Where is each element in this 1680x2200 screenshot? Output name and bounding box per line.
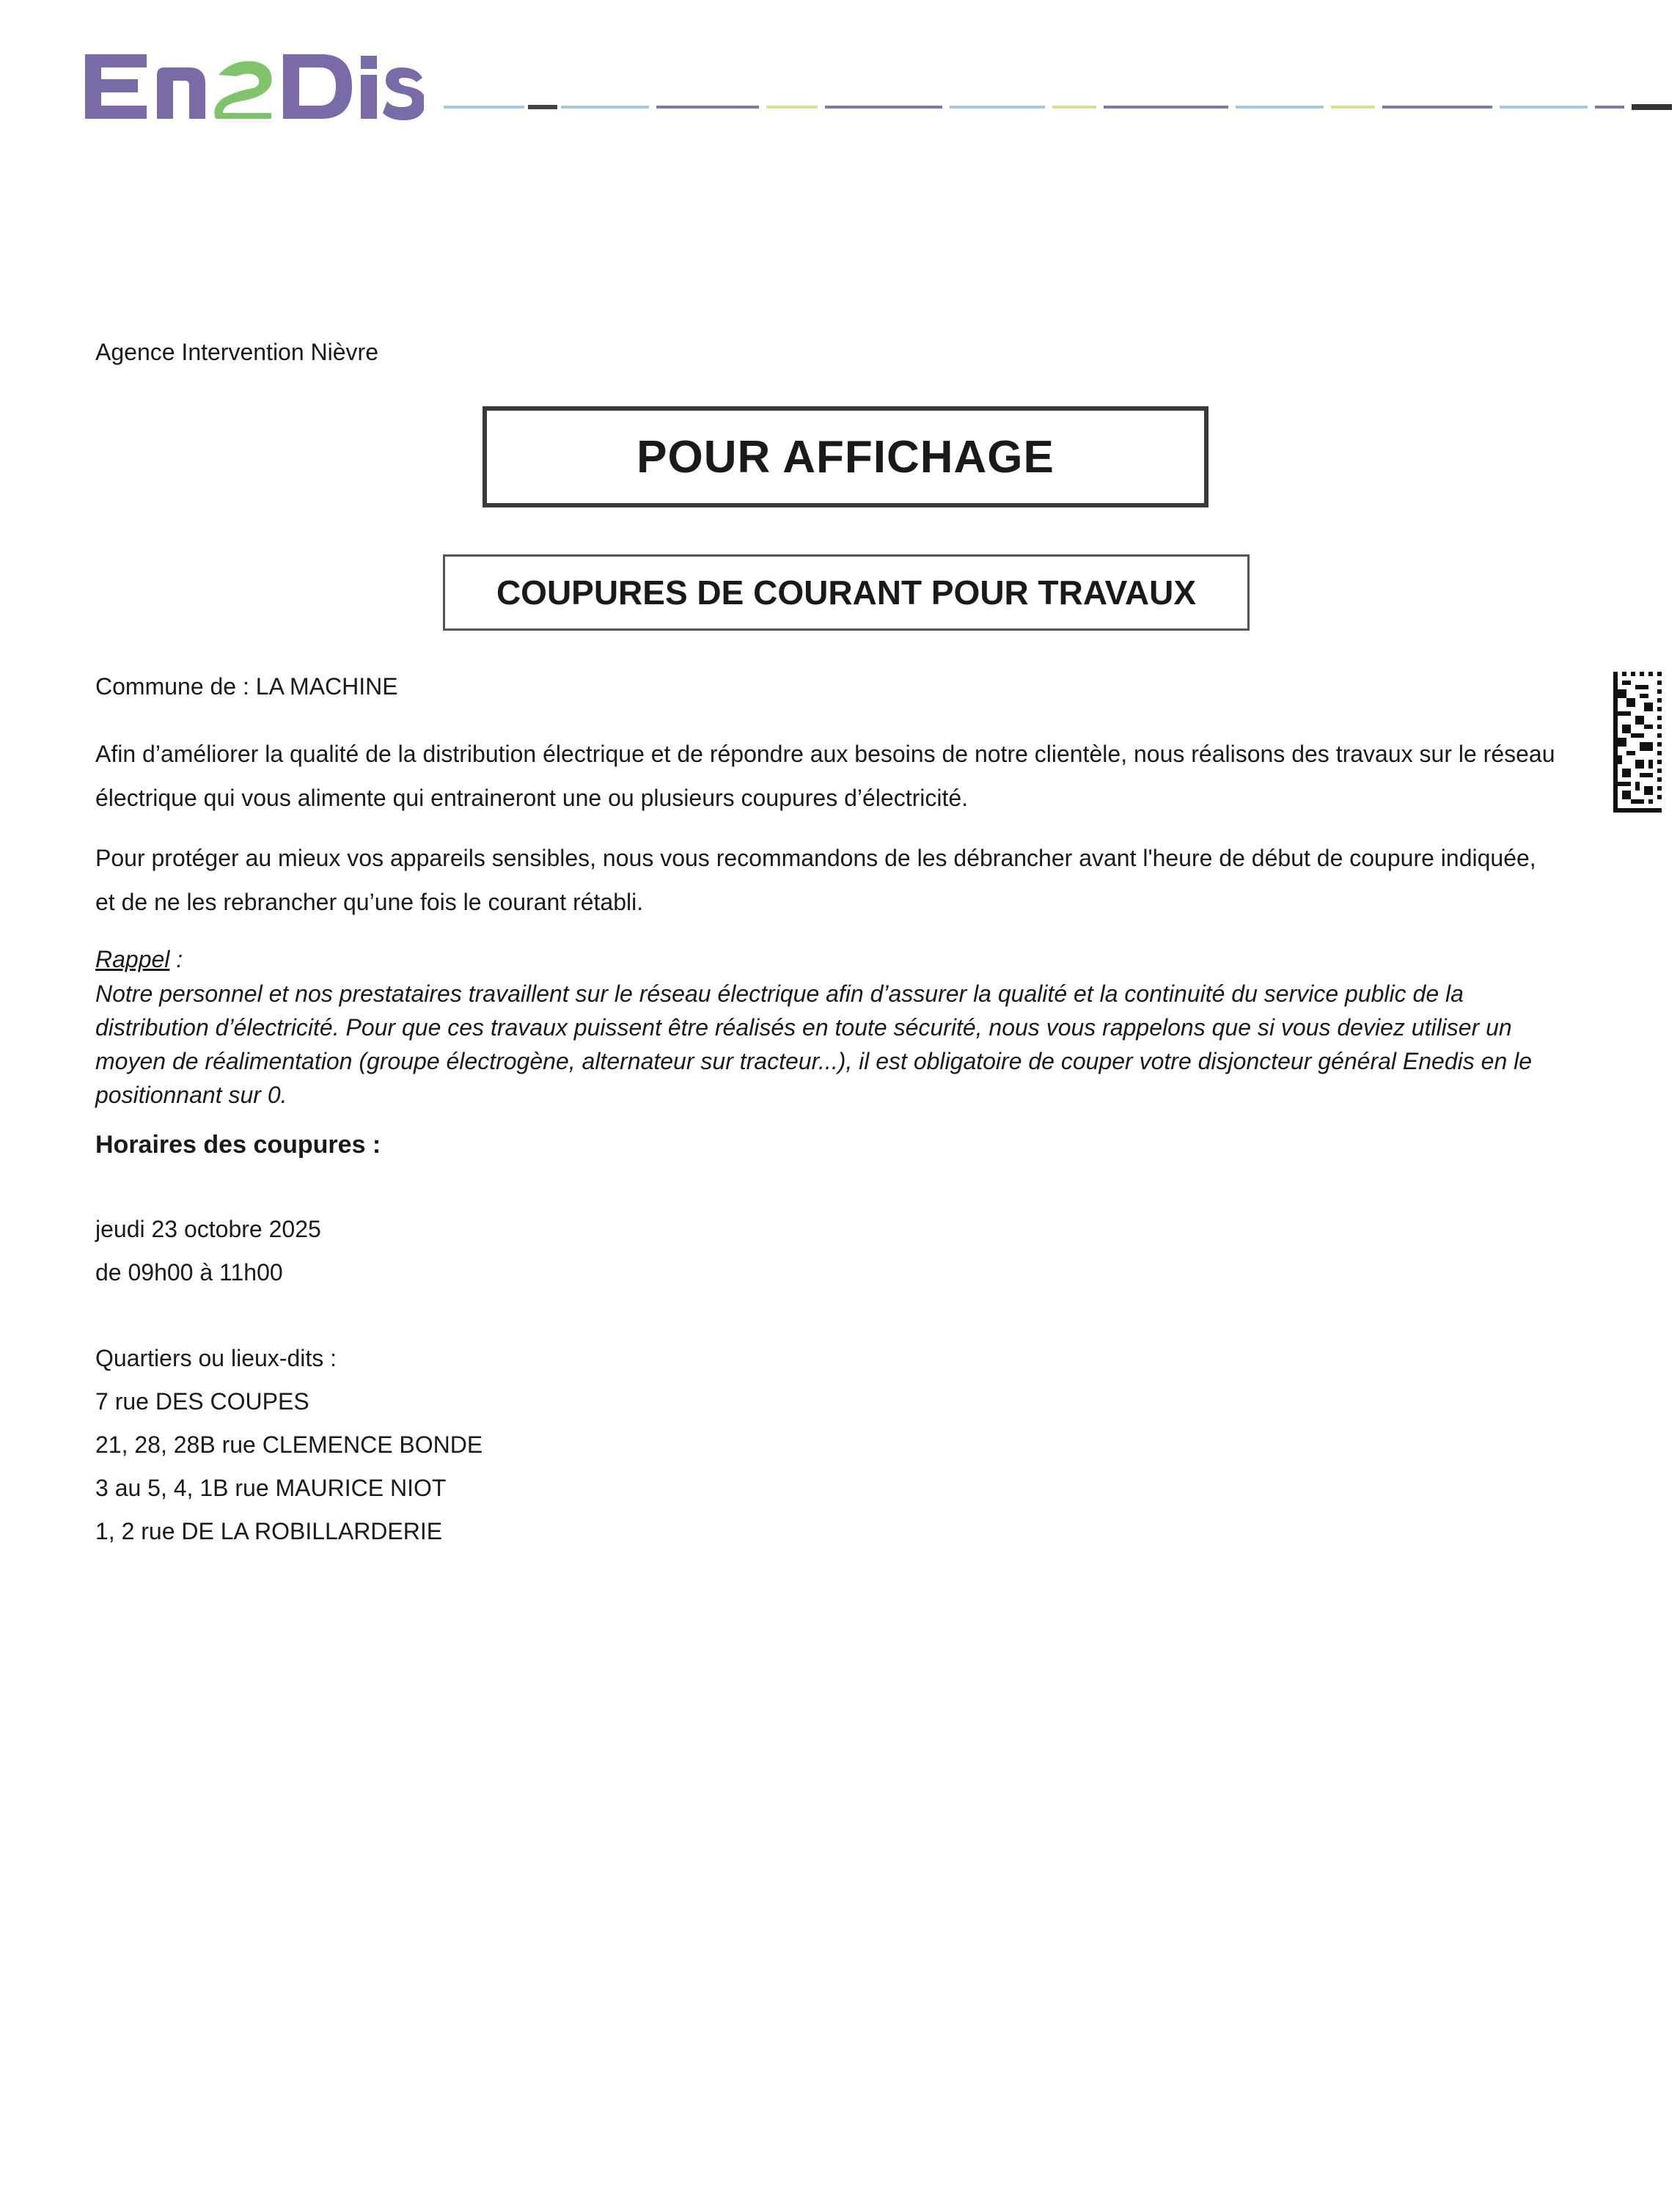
rappel-label-text: Rappel xyxy=(95,946,170,972)
schedule-title: Horaires des coupures : xyxy=(95,1131,381,1159)
area-item: 7 rue DES COUPES xyxy=(95,1388,309,1415)
subtitle-title: COUPURES DE COURANT POUR TRAVAUX xyxy=(496,573,1197,612)
schedule-date: jeudi 23 octobre 2025 xyxy=(95,1216,321,1242)
header-divider-line xyxy=(444,103,1676,111)
commune-line: Commune de : LA MACHINE xyxy=(95,673,398,700)
intro-paragraph: Afin d’améliorer la qualité de la distribution électrique et de répondre aux besoins de notre clientèle, nous réalisons des travaux sur le réseau électrique qui vous alimente qui entraineront une ou plusieurs coupures d’électricité. xyxy=(95,741,1555,811)
display-notice-box xyxy=(483,406,1208,507)
enedis-logo xyxy=(79,45,424,126)
agency-name: Agence Intervention Nièvre xyxy=(95,339,378,365)
areas-title: Quartiers ou lieux-dits : xyxy=(95,1345,337,1371)
rappel-text: Notre personnel et nos prestataires travaillent sur le réseau électrique afin d’assurer la qualité et la continuité du service public de la distribution d’électricité. Pour que ces travaux puissent être réalisés en toute sécurité, nous vous rappelons que si vous deviez utiliser un moyen de réalimentation (groupe électrogène, alternateur sur tracteur...), il est obligatoire de couper votre disjoncteur général Enedis en le positionnant sur 0. xyxy=(95,980,1533,1108)
schedule-time: de 09h00 à 11h00 xyxy=(95,1259,283,1286)
subtitle-box xyxy=(443,554,1250,631)
area-item: 1, 2 rue DE LA ROBILLARDERIE xyxy=(95,1518,443,1544)
rappel-label xyxy=(95,946,183,973)
rappel-label-colon: : xyxy=(169,946,183,972)
area-item: 21, 28, 28B rue CLEMENCE BONDE xyxy=(95,1431,483,1458)
display-notice-title: POUR AFFICHAGE xyxy=(637,431,1054,483)
advice-paragraph: Pour protéger au mieux vos appareils sensibles, nous vous recommandons de les débrancher avant l'heure de début de coupure indiquée, et de ne les rebrancher qu’une fois le courant rétabli. xyxy=(95,845,1536,915)
datamatrix-code xyxy=(1613,672,1662,813)
area-item: 3 au 5, 4, 1B rue MAURICE NIOT xyxy=(95,1475,447,1501)
